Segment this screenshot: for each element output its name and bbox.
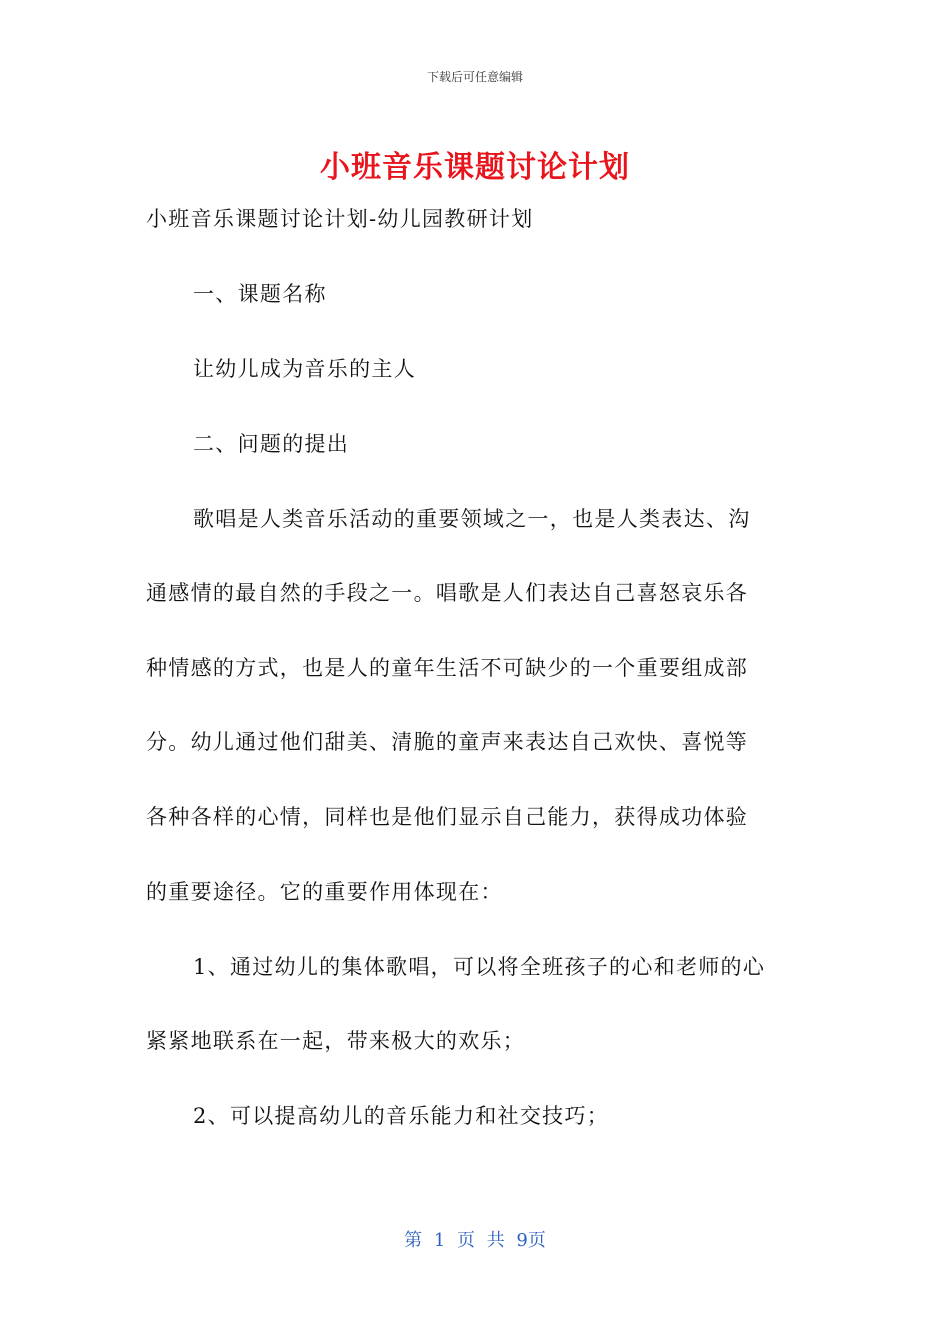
document-title: 小班音乐课题讨论计划 [320, 150, 630, 185]
section-heading-2: 二、问题的提出 [193, 432, 350, 456]
subtitle-line: 小班音乐课题讨论计划-幼儿园教研计划 [146, 207, 534, 231]
section-heading-1: 一、课题名称 [193, 282, 327, 306]
page-header: 下载后可任意编辑 [426, 70, 523, 84]
paragraph-line: 歌唱是人类音乐活动的重要领域之一，也是人类表达、沟 [193, 507, 751, 531]
page-footer: 第 1 页 共 9页 [404, 1230, 546, 1251]
paragraph-line: 种情感的方式，也是人的童年生活不可缺少的一个重要组成部 [146, 656, 749, 680]
list-item-continuation: 紧紧地联系在一起，带来极大的欢乐； [146, 1029, 526, 1053]
paragraph-line: 的重要途径。它的重要作用体现在： [146, 880, 503, 904]
paragraph-line: 让幼儿成为音乐的主人 [193, 357, 416, 381]
paragraph-line: 各种各样的心情，同样也是他们显示自己能力，获得成功体验 [146, 805, 749, 829]
paragraph-line: 通感情的最自然的手段之一。唱歌是人们表达自己喜怒哀乐各 [146, 581, 749, 605]
list-item: 2、可以提高幼儿的音乐能力和社交技巧； [193, 1104, 610, 1128]
list-item: 1、通过幼儿的集体歌唱，可以将全班孩子的心和老师的心 [193, 955, 766, 979]
paragraph-line: 分。幼儿通过他们甜美、清脆的童声来表达自己欢快、喜悦等 [146, 730, 749, 754]
